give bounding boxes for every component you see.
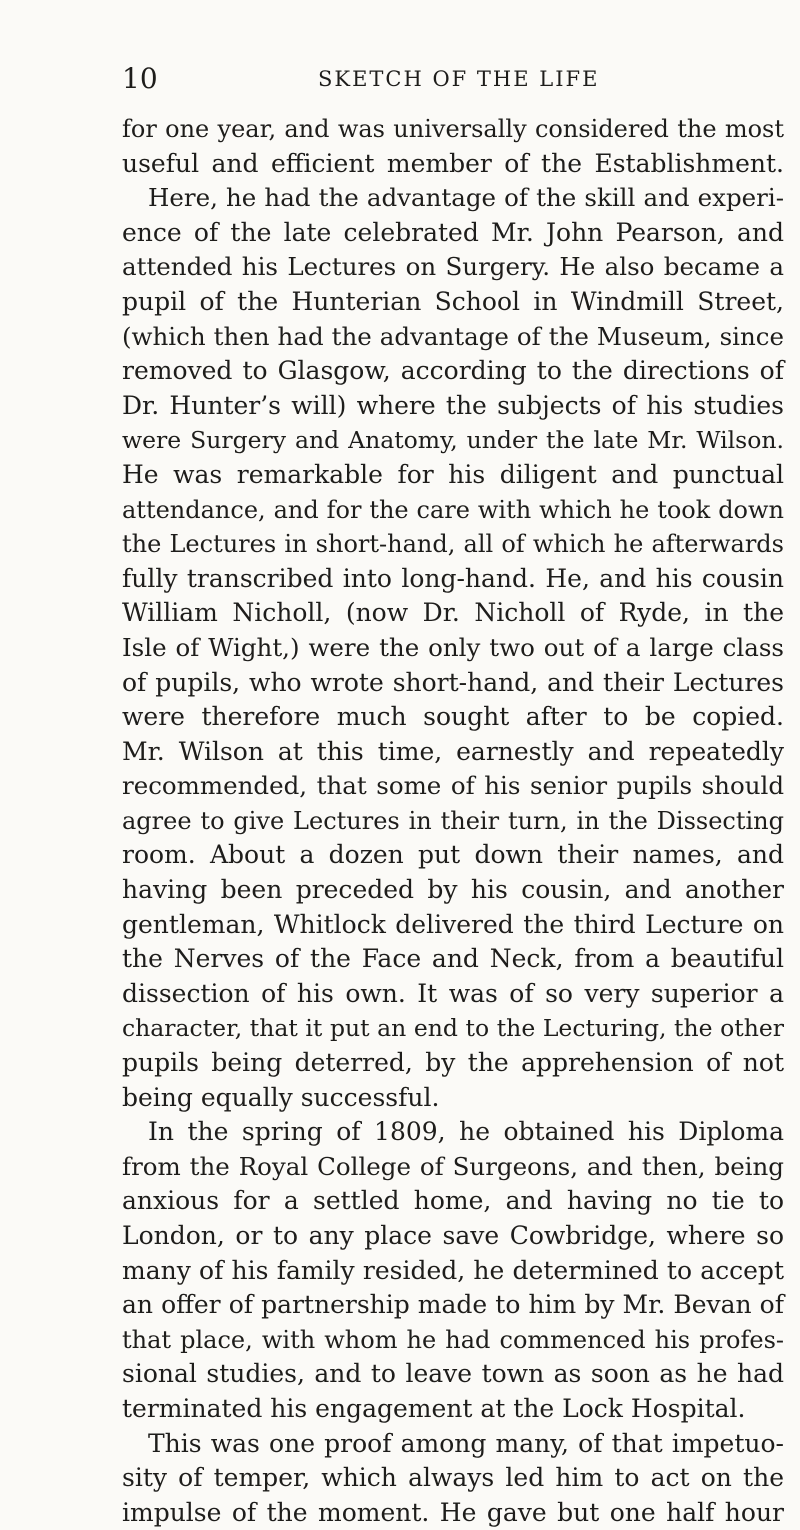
text-line: dissection of his own. It was of so very superior a [122, 978, 784, 1008]
text-line: impulse of the moment. He gave but one half hour [122, 1497, 784, 1527]
running-title: SKETCH OF THE LIFE [318, 67, 600, 91]
text-line: useful and efficient member of the Establishment. [122, 148, 784, 178]
text-line: ence of the late celebrated Mr. John Pearson, and [122, 217, 784, 247]
text-line: anxious for a settled home, and having no tie to [122, 1186, 784, 1216]
text-line: fully transcribed into long-hand. He, and his cousin [122, 563, 784, 593]
text-line: many of his family resided, he determined to accept [122, 1255, 784, 1285]
text-line: being equally successful. [122, 1082, 440, 1112]
text-line: Dr. Hunter’s will) where the subjects of his studies [122, 390, 784, 420]
text-line: (which then had the advantage of the Museum, since [122, 321, 784, 351]
text-line: for one year, and was universally considered the most [122, 115, 784, 143]
text-line: William Nicholl, (now Dr. Nicholl of Ryde, in the [122, 598, 784, 628]
running-head [122, 62, 782, 102]
text-line: terminated his engagement at the Lock Hospital. [122, 1393, 746, 1423]
text-line: gentleman, Whitlock delivered the third Lecture on [122, 909, 784, 939]
text-line: removed to Glasgow, according to the directions of [122, 356, 784, 386]
text-line: agree to give Lectures in their turn, in the Dissecting [122, 806, 784, 835]
text-line: from the Royal College of Surgeons, and then, being [122, 1151, 784, 1181]
text-line: Mr. Wilson at this time, earnestly and repeatedly [122, 736, 784, 766]
text-line: London, or to any place save Cowbridge, where so [122, 1221, 784, 1250]
text-line: the Lectures in short-hand, all of which he afterwards [122, 530, 784, 559]
text-line: Isle of Wight,) were the only two out of a large class [122, 632, 784, 662]
text-line: having been preceded by his cousin, and another [122, 875, 784, 905]
text-line: pupils being deterred, by the apprehension of not [122, 1048, 784, 1078]
body-text [122, 112, 784, 1530]
text-line: In the spring of 1809, he obtained his Diploma [148, 1117, 784, 1147]
text-line: the Nerves of the Face and Neck, from a beautiful [122, 944, 784, 974]
text-line: sional studies, and to leave town as soon as he had [122, 1359, 784, 1389]
text-line: that place, with whom he had commenced his profes- [122, 1325, 784, 1354]
text-line: This was one proof among many, of that impetuo- [148, 1428, 784, 1458]
text-line: attendance, and for the care with which he took down [122, 495, 784, 524]
text-line: sity of temper, which always led him to act on the [122, 1463, 784, 1493]
text-line: character, that it put an end to the Lecturing, the other [122, 1014, 784, 1043]
text-line: recommended, that some of his senior pupils should [122, 771, 784, 801]
text-line: pupil of the Hunterian School in Windmill Street, [122, 286, 784, 316]
text-line: He was remarkable for his diligent and punctual [122, 459, 784, 489]
text-line: were therefore much sought after to be copied. [122, 702, 784, 732]
text-line: were Surgery and Anatomy, under the late Mr. Wilson. [122, 426, 784, 455]
page-number: 10 [122, 62, 158, 95]
text-line: an offer of partnership made to him by Mr. Bevan of [122, 1290, 784, 1320]
text-line: room. About a dozen put down their names, and [122, 840, 784, 870]
text-line: Here, he had the advantage of the skill and experi- [148, 183, 784, 213]
text-line: of pupils, who wrote short-hand, and their Lectures [122, 667, 784, 697]
text-line: attended his Lectures on Surgery. He also became a [122, 252, 784, 282]
